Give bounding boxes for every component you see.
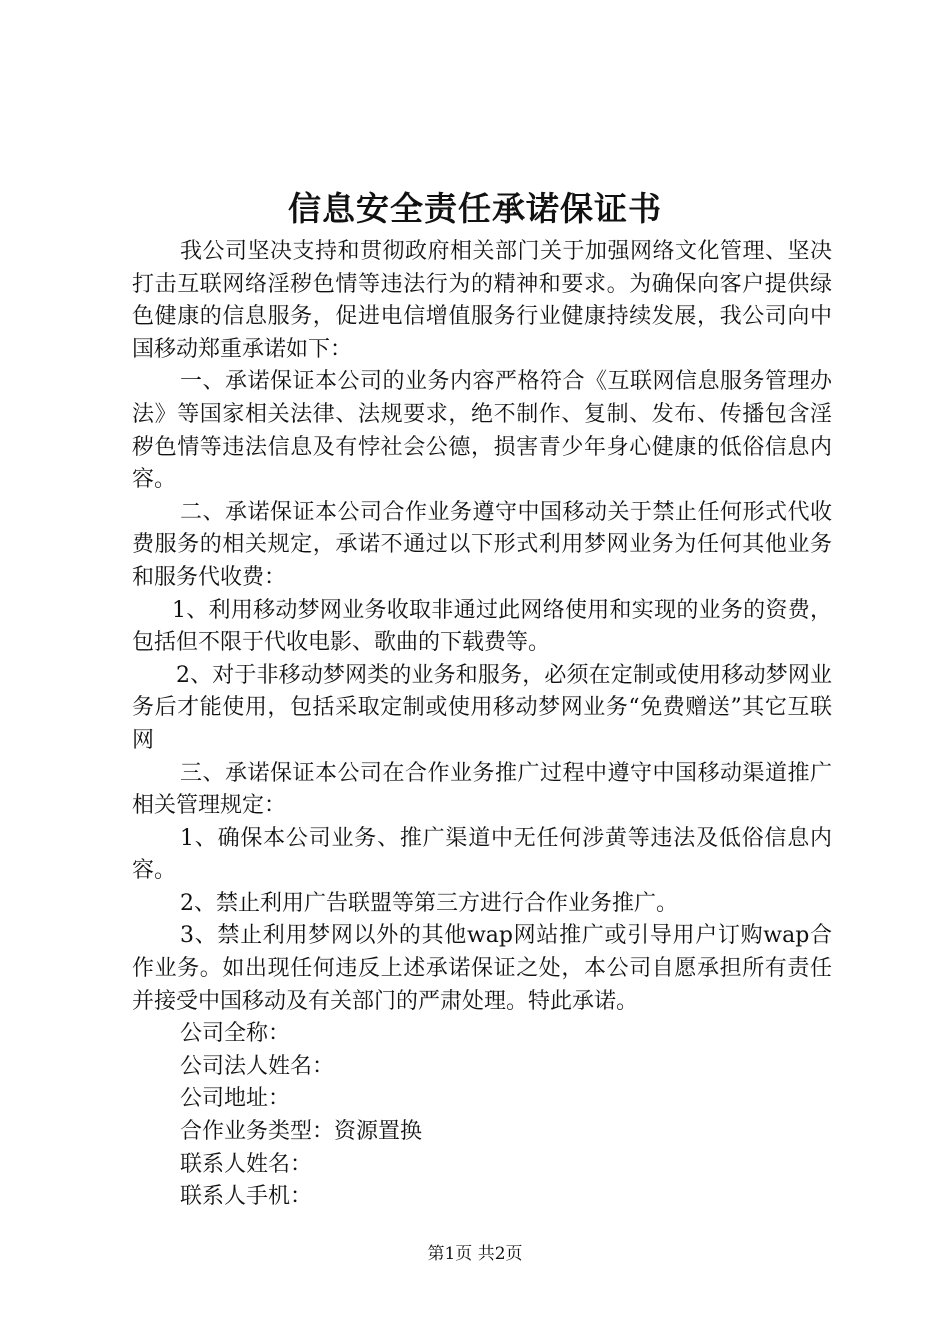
page-number-footer: 第1页 共2页 [427, 1244, 523, 1264]
clause-three-item-3: 3、禁止利用梦网以外的其他wap网站推广或引导用户订购wap合作业务。如出现任何违反上述承诺保证之处，本公司自愿承担所有责任并接受中国移动及有关部门的严肃处理。特此承诺。 [132, 923, 832, 1014]
company-address-field: 公司地址： [180, 1086, 291, 1112]
clause-three-item-1: 1、确保本公司业务、推广渠道中无任何涉黄等违法及低俗信息内容。 [132, 825, 832, 884]
contact-name-field: 联系人姓名： [180, 1151, 313, 1177]
contact-phone-field: 联系人手机： [180, 1184, 313, 1210]
clause-three-paragraph: 三、承诺保证本公司在合作业务推广过程中遵守中国移动渠道推广相关管理规定： [132, 760, 832, 819]
company-name-field: 公司全称： [180, 1021, 291, 1047]
document-body [132, 236, 832, 1214]
document-title: 信息安全责任承诺保证书 [288, 189, 662, 228]
legal-person-field: 公司法人姓名： [180, 1053, 335, 1079]
clause-two-item-2: 2、对于非移动梦网类的业务和服务，必须在定制或使用移动梦网业务后才能使用，包括采取定制或使用移动梦网业务“免费赠送”其它互联网 [132, 662, 832, 753]
clause-two-item-1: 1、利用移动梦网业务收取非通过此网络使用和实现的业务的资费，包括但不限于代收电影、歌曲的下载费等。 [132, 597, 832, 656]
intro-paragraph: 我公司坚决支持和贯彻政府相关部门关于加强网络文化管理、坚决打击互联网络淫秽色情等违法行为的精神和要求。为确保向客户提供绿色健康的信息服务，促进电信增值服务行业健康持续发展，我公司向中国移动郑重承诺如下： [132, 239, 832, 362]
clause-one-paragraph: 一、承诺保证本公司的业务内容严格符合《互联网信息服务管理办法》等国家相关法律、法规要求，绝不制作、复制、发布、传播包含淫秽色情等违法信息及有悖社会公德，损害青少年身心健康的低俗信息内容。 [132, 369, 832, 493]
clause-three-item-2: 2、禁止利用广告联盟等第三方进行合作业务推广。 [180, 890, 678, 916]
clause-two-paragraph: 二、承诺保证本公司合作业务遵守中国移动关于禁止任何形式代收费服务的相关规定，承诺不通过以下形式利用梦网业务为任何其他业务和服务代收费： [132, 499, 832, 590]
business-type-field: 合作业务类型：资源置换 [180, 1119, 423, 1145]
